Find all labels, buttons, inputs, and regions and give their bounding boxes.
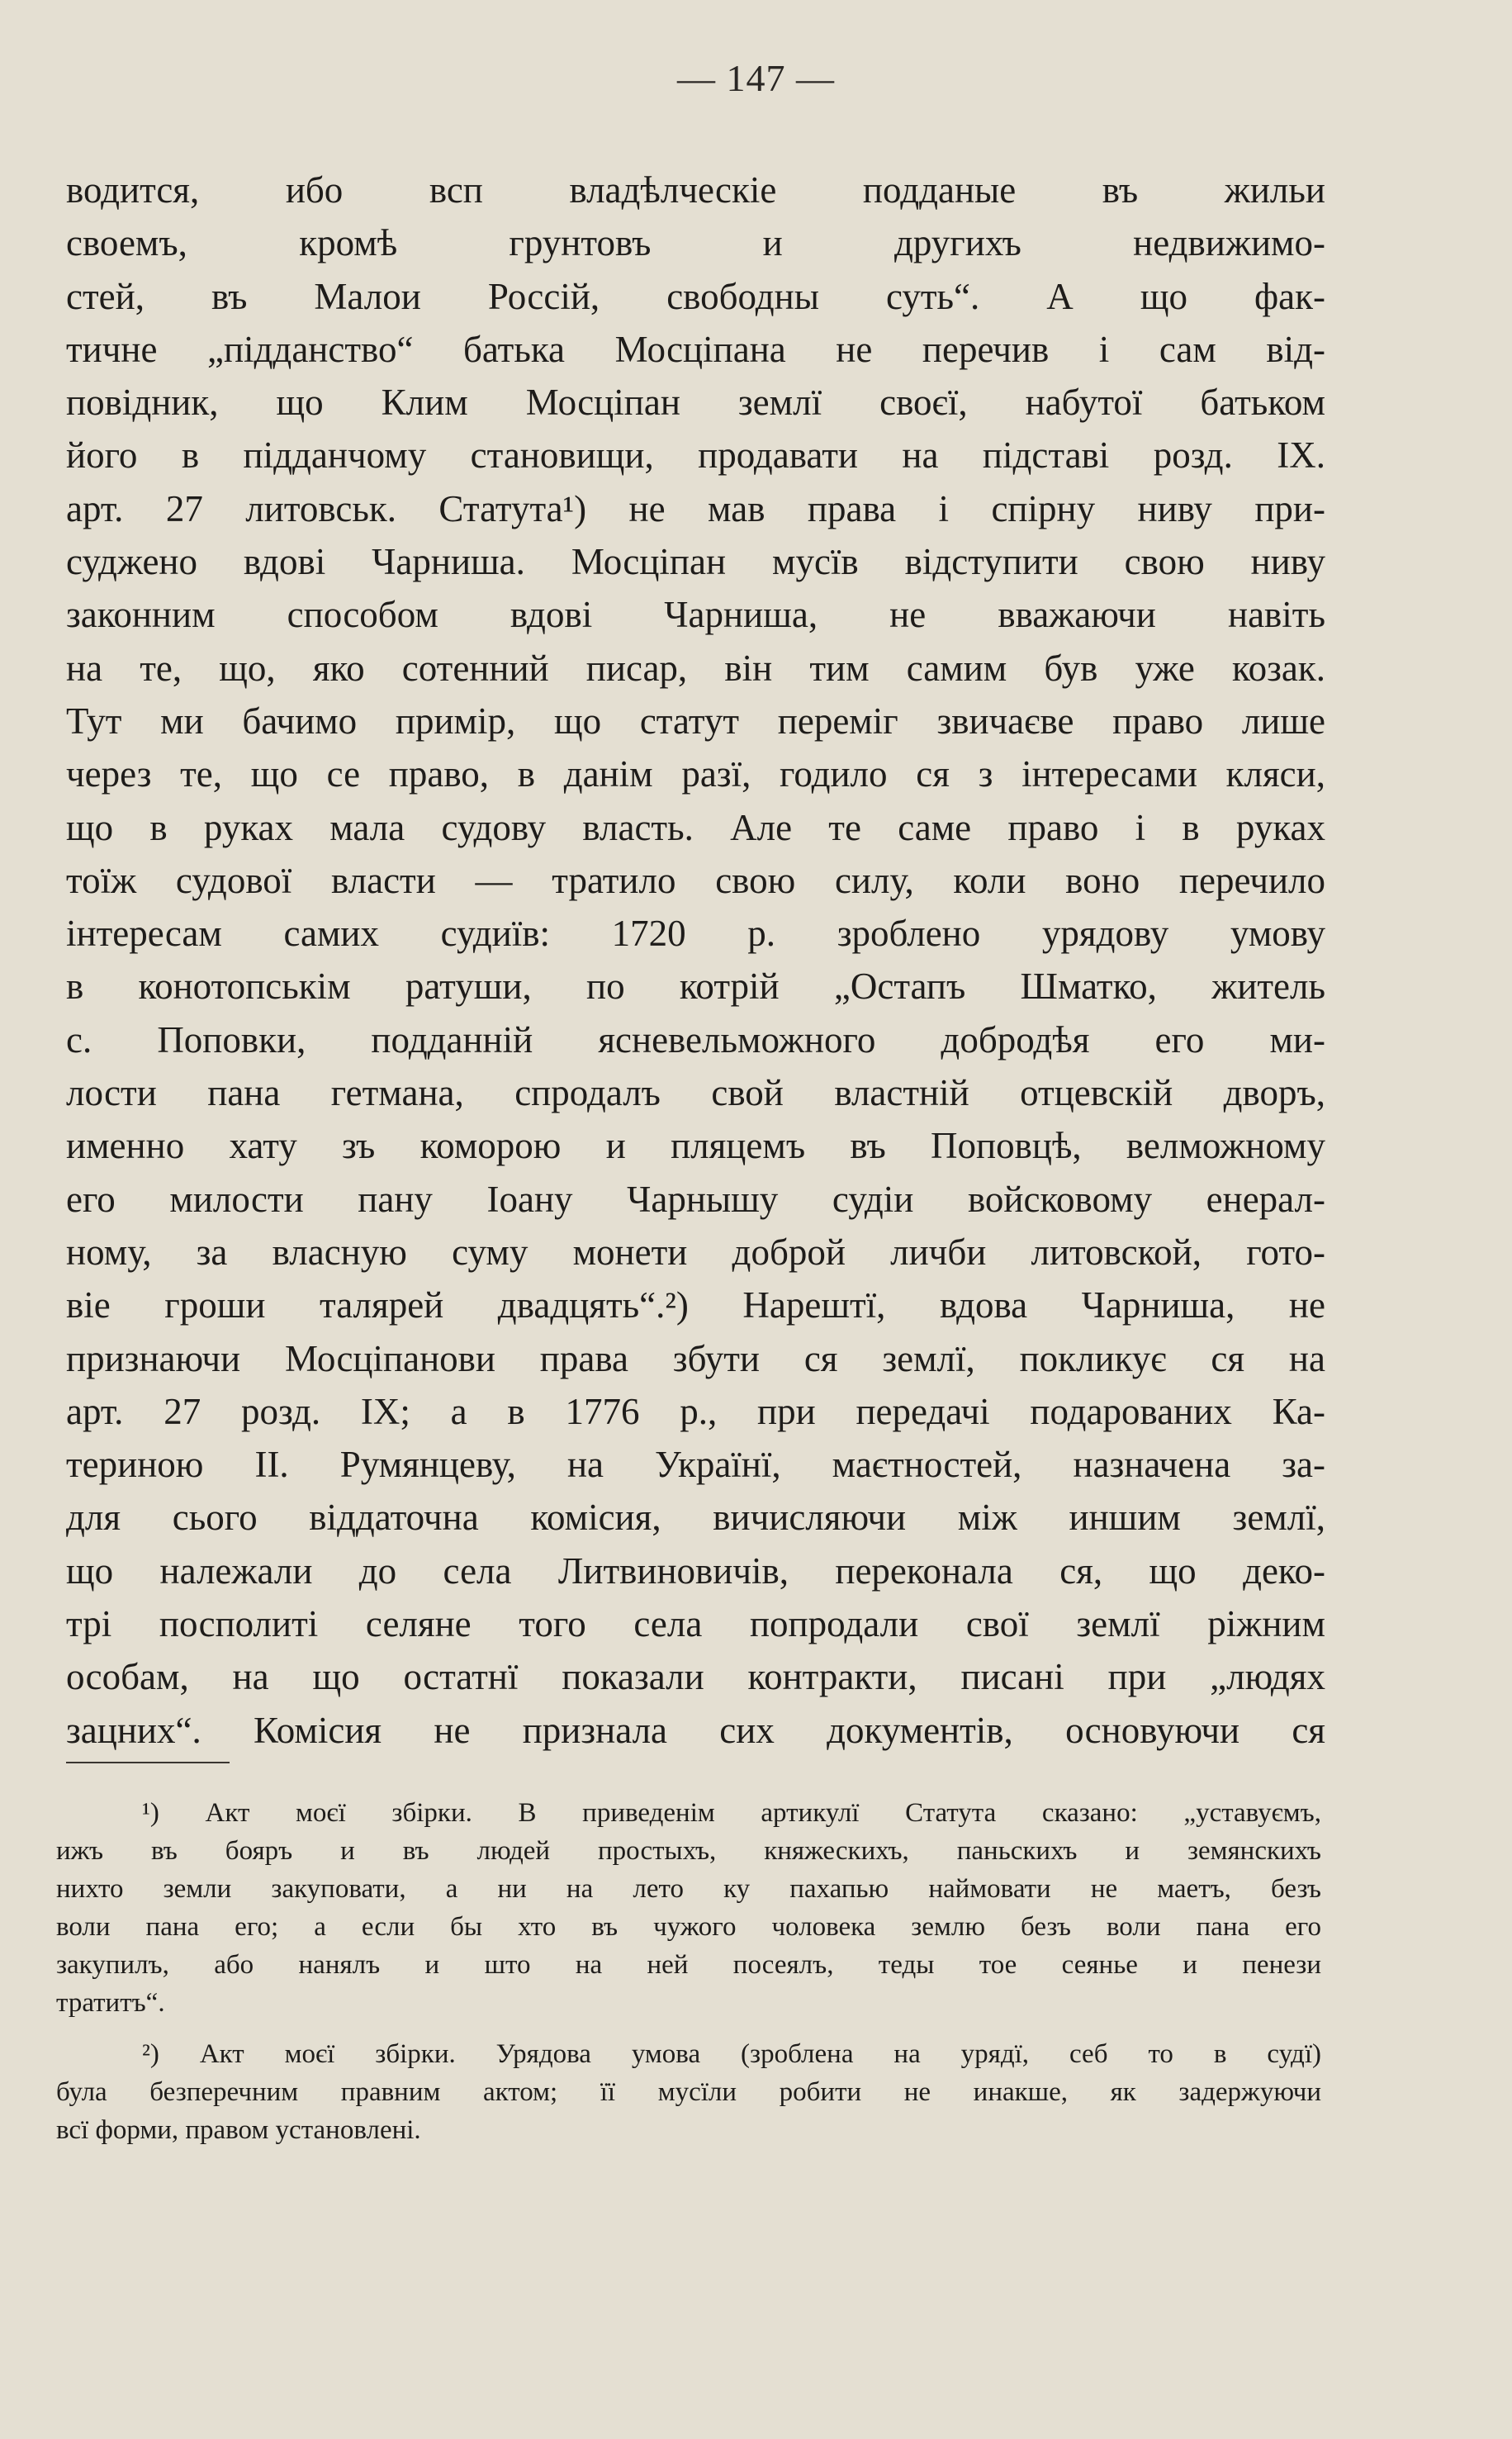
- text-line: арт. 27 литовськ. Статута¹) не мав права і спірну ниву при-: [66, 487, 1325, 529]
- text-line: суджено вдові Чарниша. Мосціпан мусїв відступити свою ниву: [66, 541, 1325, 583]
- footnotes: [56, 1794, 1321, 2162]
- text-line: Тут ми бачимо примір, що статут переміг звичаєве право лише: [66, 700, 1325, 742]
- text-line: його в підданчому становищи, продавати на підставі розд. IX.: [66, 434, 1325, 477]
- text-line: териною II. Румянцеву, на Українї, маєтностей, назначена за-: [66, 1444, 1325, 1486]
- text-line: ному, за власную суму монети доброй личби литовской, гото-: [66, 1231, 1325, 1273]
- footnote-line: закупилъ, або нанялъ и што на ней посеялъ, теды тое сеянье и пенези: [56, 1950, 1321, 1980]
- text-line: трі посполиті селяне того села попродали свої землї ріжним: [66, 1603, 1325, 1645]
- text-line: що належали до села Литвиновичів, переконала ся, що деко-: [66, 1549, 1325, 1592]
- footnote-line: воли пана его; а если бы хто въ чужого чоловека землю безъ воли пана его: [56, 1912, 1321, 1942]
- text-line: зацних“. Комісия не признала сих документів, основуючи ся: [66, 1709, 1325, 1751]
- text-line: повідник, що Клим Мосціпан землї своєї, набутої батьком: [66, 382, 1325, 424]
- text-line: на те, що, яко сотенний писар, він тим самим був уже козак.: [66, 647, 1325, 689]
- footnote-line: ижъ въ бояръ и въ людей простыхъ, княжескихъ, паньскихъ и земянскихъ: [56, 1836, 1321, 1866]
- footnote-2: [56, 2035, 1321, 2149]
- text-line: своемъ, кромѣ грунтовъ и другихъ недвижимо-: [66, 222, 1325, 264]
- text-line: через те, що се право, в данім разї, годило ся з інтересами кляси,: [66, 753, 1325, 795]
- text-line: інтересам самих судиїв: 1720 р. зроблено урядову умову: [66, 913, 1325, 955]
- footnote-1: [56, 1794, 1321, 2022]
- footnote-line: була безперечним правним актом; її мусїли робити не инакше, як задержуючи: [56, 2077, 1321, 2107]
- text-line: тичне „підданство“ батька Мосціпана не перечив і сам від-: [66, 328, 1325, 370]
- text-line: для сього віддаточна комісия, вичисляючи між иншим землї,: [66, 1497, 1325, 1539]
- text-line: тоїж судової власти — тратило свою силу, коли воно перечило: [66, 859, 1325, 901]
- footnote-divider: [66, 1762, 230, 1763]
- text-line: в конотопськім ратуши, по котрій „Остапъ Шматко, житель: [66, 966, 1325, 1008]
- text-line: лости пана гетмана, спродалъ свой властній отцевскій дворъ,: [66, 1072, 1325, 1114]
- text-line: особам, на що остатнї показали контракти, писані при „людях: [66, 1656, 1325, 1698]
- text-line: его милости пану Іоану Чарнышу судіи войсковому енерал-: [66, 1178, 1325, 1220]
- text-line: с. Поповки, подданній ясневельможного добродѣя его ми-: [66, 1018, 1325, 1061]
- text-line: признаючи Мосціпанови права збути ся землї, покликує ся на: [66, 1337, 1325, 1379]
- footnote-line: ²) Акт моєї збірки. Урядова умова (зроблена на урядї, себ то в судї): [142, 2039, 1321, 2069]
- text-line: віе гроши талярей двадцять“.²) Нарештї, вдова Чарниша, не: [66, 1284, 1325, 1326]
- text-line: именно хату зъ коморою и пляцемъ въ Поповцѣ, велможному: [66, 1125, 1325, 1167]
- text-line: що в руках мала судову власть. Але те саме право і в руках: [66, 806, 1325, 848]
- footnote-line: ¹) Акт моєї збірки. В приведенім артикулї Статута сказано: „уставуємъ,: [142, 1798, 1321, 1828]
- text-line: арт. 27 розд. IX; а в 1776 р., при передачі подарованих Ка-: [66, 1390, 1325, 1432]
- footnote-line: всї форми, правом установлені.: [56, 2115, 421, 2145]
- main-text: [66, 164, 1325, 1757]
- text-line: водится, ибо всп владѣлческіе подданые въ жильи: [66, 169, 1325, 211]
- footnote-line: нихто земли закуповати, а ни на лето ку пахапью наймовати не маетъ, безъ: [56, 1874, 1321, 1904]
- page-number: — 147 —: [677, 57, 835, 99]
- text-line: стей, въ Малои Россій, свободны суть“. А що фак-: [66, 275, 1325, 317]
- footnote-line: тратитъ“.: [56, 1988, 165, 2018]
- text-line: законним способом вдові Чарниша, не вважаючи навіть: [66, 594, 1325, 636]
